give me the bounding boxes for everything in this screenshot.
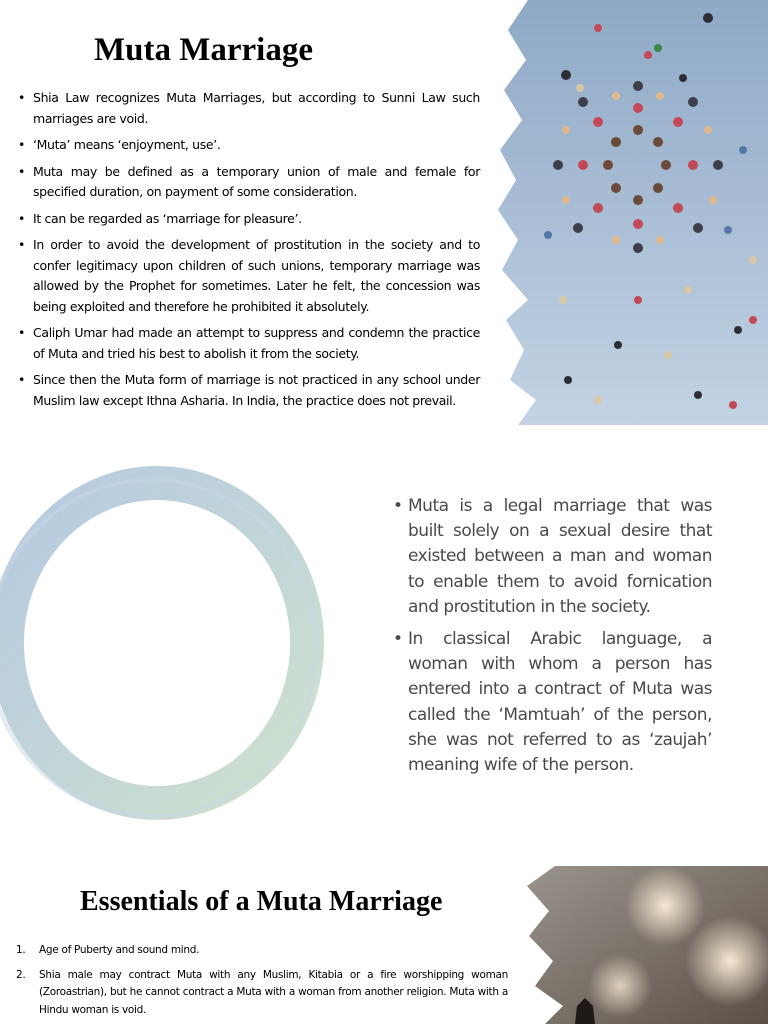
bullet-item: • Muta is a legal marriage that was built solely on a sexual desire that existed between a man and woman to enable them to avoid fornication and prostitution in the society. bbox=[393, 494, 712, 620]
bullet-item: • Shia Law recognizes Muta Marriages, but according to Sunni Law such marriages are void. bbox=[18, 88, 480, 129]
bullet-item: • Muta may be defined as a temporary union of male and female for specified duration, on payment of some consideration. bbox=[18, 162, 480, 203]
list-item bbox=[16, 942, 508, 960]
skydivers-formation-photo bbox=[488, 0, 768, 425]
list-number: 2. bbox=[16, 968, 26, 981]
list-text: Age of Puberty and sound mind. bbox=[39, 944, 200, 956]
decorative-ring bbox=[0, 448, 342, 848]
bullet-item: • In classical Arabic language, a woman with whom a person has entered into a contract of Muta was called the ‘Mamtuah’ of the person, she was not referred to as ‘zaujah’ meaning wife of the person. bbox=[393, 627, 712, 778]
bullet-list bbox=[393, 494, 712, 785]
bullet-item: • Caliph Umar had made an attempt to suppress and condemn the practice of Muta and tried his best to abolish it from the society. bbox=[18, 323, 480, 364]
bokeh-photo bbox=[515, 866, 768, 1024]
bullet-item: • It can be regarded as ‘marriage for pleasure’. bbox=[18, 209, 480, 230]
list-number: 1. bbox=[16, 944, 26, 956]
slide-muta-definition bbox=[0, 448, 768, 848]
bullet-item: • In order to avoid the development of prostitution in the society and to confer legitimacy upon children of such unions, temporary marriage was allowed by the Prophet for sometimes. Later he felt, the concession was being exploited and therefore he prohibited it absolutely. bbox=[18, 235, 480, 317]
list-item bbox=[16, 967, 508, 1020]
slide-essentials bbox=[0, 866, 768, 1024]
slide-title: Muta Marriage bbox=[94, 32, 313, 68]
slide-muta-marriage bbox=[0, 0, 768, 430]
bullet-item: • ‘Muta’ means ‘enjoyment, use’. bbox=[18, 135, 480, 156]
numbered-list bbox=[16, 942, 508, 1024]
slide-title: Essentials of a Muta Marriage bbox=[80, 886, 443, 917]
bullet-item: • Since then the Muta form of marriage is not practiced in any school under Muslim law except Ithna Asharia. In India, the practice does not prevail. bbox=[18, 370, 480, 411]
list-text: Shia male may contract Muta with any Muslim, Kitabia or a fire worshipping woman (Zoroastrian), but he cannot contract a Muta with a woman from another religion. Muta with a Hindu woman is void. bbox=[39, 968, 508, 1016]
bullet-list bbox=[18, 88, 480, 417]
